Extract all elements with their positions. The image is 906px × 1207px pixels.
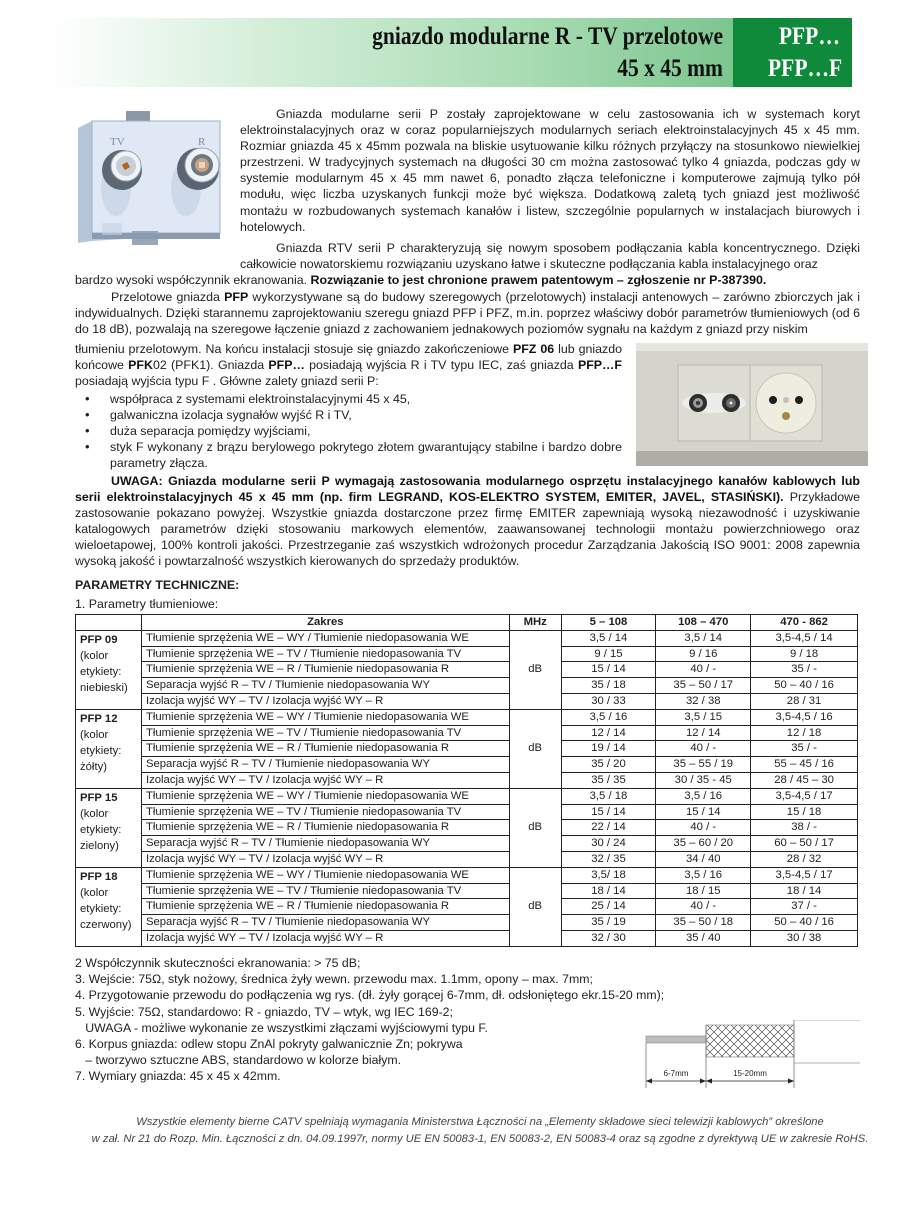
note-item: 4. Przygotowanie przewodu do podłączenia wg rys. (dł. żyły gorącej 6-7mm, dł. odsłoniętego ekr.15-20 mm); xyxy=(75,988,665,1003)
value-cell: 60 – 50 / 17 xyxy=(751,836,858,852)
intro-paragraph-1: Gniazda modularne serii P zostały zaprojektowane w celu zastosowania ich w systemach koryt elektroinstalacyjnych oraz w coraz popularniejszych modularnych seriach elektroinstalacyjnych 45 x 45 mm. Rozmiar gniazda 45 x 45mm pozwala na bliskie usytuowanie kilku różnych przyłączy na stosunkowo niewielkiej przestrzeni. W tradycyjnych systemach na długości 30 cm można zastosować tylko 4 gniazda, podczas gdy w systemie modularnym 45 x 45 mm nawet 6, ponadto złącza telefoniczne i komputerowe zajmują tylko pół modułu, więc liczba uzyskanych funkcji może być większa. Dodatkową zaletą tych gniazd jest możliwość montażu w rozbudowanych systemach kanałów i listew, szczególnie popularnych w instalacjach biurowych i hotelowych. xyxy=(240,107,860,234)
table-row xyxy=(76,725,858,741)
value-cell: 37 / - xyxy=(751,899,858,915)
value-cell: 50 – 40 / 16 xyxy=(751,678,858,694)
value-cell: 28 / 45 – 30 xyxy=(751,772,858,788)
param-name: Separacja wyjść R – TV / Tłumienie niedopasowania WY xyxy=(141,915,509,931)
param-name: Tłumienie sprzężenia WE – R / Tłumienie niedopasowania R xyxy=(141,820,509,836)
param-name: Tłumienie sprzężenia WE – TV / Tłumienie niedopasowania TV xyxy=(141,725,509,741)
param-name: Separacja wyjść R – TV / Tłumienie niedopasowania WY xyxy=(141,678,509,694)
table-row xyxy=(76,930,858,946)
table-row xyxy=(76,788,858,804)
params-heading: PARAMETRY TECHNICZNE: xyxy=(75,578,240,592)
value-cell: 19 / 14 xyxy=(561,741,656,757)
table-row xyxy=(76,741,858,757)
param-name: Izolacja wyjść WY – TV / Izolacja wyjść WY – R xyxy=(141,772,509,788)
note-item: – tworzywo sztuczne ABS, standardowo w kolorze białym. xyxy=(75,1053,402,1068)
note-item: 5. Wyjście: 75Ω, standardowo: R - gniazdo, TV – wtyk, wg IEC 169-2; xyxy=(75,1004,453,1019)
table-row xyxy=(76,662,858,678)
value-cell: 35 / 35 xyxy=(561,772,656,788)
cable-preparation-diagram xyxy=(630,1020,860,1095)
value-cell: 30 / 38 xyxy=(751,930,858,946)
table-row xyxy=(76,757,858,773)
value-cell: 35 / - xyxy=(751,662,858,678)
param-name: Izolacja wyjść WY – TV / Izolacja wyjść WY – R xyxy=(141,930,509,946)
socket-module-image xyxy=(70,103,230,258)
patent-note: Rozwiązanie to jest chronione prawem patentowym – zgłoszenie nr P-387390. xyxy=(310,273,767,287)
value-cell: 40 / - xyxy=(656,741,751,757)
model-name: PFP 15 xyxy=(80,791,118,804)
value-cell: 40 / - xyxy=(656,820,751,836)
advantages-list xyxy=(75,391,622,471)
list-item: • styk F wykonany z brązu berylowego pokrytego złotem gwarantujący stabilne i bardzo dobre parametry złącza. xyxy=(75,439,622,471)
value-cell: 15 / 14 xyxy=(561,662,656,678)
table-row xyxy=(76,693,858,709)
value-cell: 35 / 19 xyxy=(561,915,656,931)
value-cell: 3,5/ 18 xyxy=(561,867,656,883)
table-row xyxy=(76,630,858,646)
intro-paragraph-2-end: bardzo wysoki współczynnik ekranowania. Rozwiązanie to jest chronione prawem patentowym – zgłoszenie nr P-387390. xyxy=(75,273,767,287)
value-cell: 22 / 14 xyxy=(561,820,656,836)
value-cell: 3,5-4,5 / 14 xyxy=(751,630,858,646)
label-color: (kolor etykiety: zielony) xyxy=(80,807,122,852)
param-name: Tłumienie sprzężenia WE – WY / Tłumienie niedopasowania WE xyxy=(141,867,509,883)
value-cell: 30 / 24 xyxy=(561,836,656,852)
table-row xyxy=(76,851,858,867)
value-cell: 30 / 33 xyxy=(561,693,656,709)
core-length-label: 6-7mm xyxy=(663,1069,689,1078)
value-cell: 32 / 30 xyxy=(561,930,656,946)
list-item: • współpraca z systemami elektroinstalacyjnymi 45 x 45, xyxy=(75,391,622,407)
product-title: gniazdo modularne R - TV przelotowe xyxy=(372,23,723,50)
param-name: Tłumienie sprzężenia WE – R / Tłumienie niedopasowania R xyxy=(141,662,509,678)
model-cell xyxy=(76,630,142,709)
value-cell: 35 – 50 / 17 xyxy=(656,678,751,694)
value-cell: 3,5 / 14 xyxy=(656,630,751,646)
intro-paragraph-2: Gniazda RTV serii P charakteryzują się nowym sposobem podłączania kabla koncentrycznego. Dzięki całkowicie nowatorskiemu rozwiązaniu uzyskano łatwe i skuteczne podłączania kabla instalacyjnego oraz xyxy=(240,241,860,272)
label-color: (kolor etykiety: żółty) xyxy=(80,728,122,773)
value-cell: 18 / 15 xyxy=(656,883,751,899)
shield-length-label: 15-20mm xyxy=(733,1069,767,1078)
title-banner xyxy=(50,18,733,87)
table-row xyxy=(76,915,858,931)
table-row xyxy=(76,820,858,836)
table-row xyxy=(76,867,858,883)
value-cell: 28 / 32 xyxy=(751,851,858,867)
value-cell: 3,5 / 16 xyxy=(656,867,751,883)
warning-bold: UWAGA: Gniazda modularne serii P wymagają zastosowania modularnego osprzętu instalacyjnego kanałów kablowych lub serii elektroinstalacyjnych 45 x 45 mm (np. firm LEGRAND, KOS-ELEKTRO SYSTEM, EMITER, JAVEL, STASIŃSKI). xyxy=(75,474,860,505)
model-name: PFP 09 xyxy=(80,633,118,646)
installed-socket-photo xyxy=(636,343,868,466)
col-header-470-862: 470 - 862 xyxy=(751,615,858,631)
value-cell: 3,5 / 18 xyxy=(561,788,656,804)
list-item: • galwaniczna izolacja sygnałów wyjść R i TV, xyxy=(75,407,622,423)
warning-paragraph: UWAGA: Gniazda modularne serii P wymagają zastosowania modularnego osprzętu instalacyjnego kanałów kablowych lub serii elektroinstalacyjnych 45 x 45 mm (np. firm LEGRAND, KOS-ELEKTRO SYSTEM, EMITER, JAVEL, STASIŃSKI). Przykładowe zastosowanie pokazano powyżej. Wszystkie gniazda dostarczone przez firmę EMITER zapewniają wysoką niezawodność i uzyskiwanie katalogowych parametrów dzięki stosowaniu markowych elementów, zaawansowanej technologii montażu powierzchniowego oraz wieloetapowej, 100% kontroli jakości. Przestrzeganie zaś wszystkich wdrożonych procedur Zarządzania Jakością ISO 9001: 2008 zapewnia wysoką jakość i powtarzalność wszystkich kierowanych do sprzedaży produktów. xyxy=(75,474,861,569)
value-cell: 12 / 14 xyxy=(561,725,656,741)
param-name: Separacja wyjść R – TV / Tłumienie niedopasowania WY xyxy=(141,836,509,852)
attenuation-table xyxy=(75,614,858,947)
value-cell: 3,5 / 14 xyxy=(561,630,656,646)
value-cell: 18 / 14 xyxy=(561,883,656,899)
value-cell: 25 / 14 xyxy=(561,899,656,915)
table-row xyxy=(76,772,858,788)
params-subheading: 1. Parametry tłumieniowe: xyxy=(75,597,219,611)
value-cell: 35 / - xyxy=(751,741,858,757)
value-cell: 3,5 / 16 xyxy=(656,788,751,804)
value-cell: 35 – 60 / 20 xyxy=(656,836,751,852)
col-header-5-108: 5 – 108 xyxy=(561,615,656,631)
value-cell: 3,5 / 15 xyxy=(656,709,751,725)
table-row xyxy=(76,678,858,694)
model-cell xyxy=(76,788,142,867)
note-item: 7. Wymiary gniazda: 45 x 45 x 42mm. xyxy=(75,1069,281,1084)
value-cell: 3,5-4,5 / 17 xyxy=(751,788,858,804)
value-cell: 15 / 18 xyxy=(751,804,858,820)
table-row xyxy=(76,836,858,852)
product-dimensions: 45 x 45 mm xyxy=(617,55,723,82)
value-cell: 9 / 16 xyxy=(656,646,751,662)
table-header-row xyxy=(76,615,858,631)
value-cell: 32 / 35 xyxy=(561,851,656,867)
value-cell: 35 / 18 xyxy=(561,678,656,694)
intro-paragraph-3: Przelotowe gniazda PFP wykorzystywane są do budowy szeregowych (przelotowych) instalacji antenowych – zarówno zbiorczych jak i indywidualnych. Dzięki starannemu zaprojektowaniu szeregu gniazd PFP i PFZ, m.in. poprzez właściwy dobór parametrów tłumieniowych (od 6 do 18 dB), pozwalają na szeregowe łączenie gniazd z zachowaniem jednakowych poziomów sygnału na każdym z gniazd przy niskim xyxy=(75,290,860,337)
value-cell: 35 / 40 xyxy=(656,930,751,946)
note-item: UWAGA - możliwe wykonanie ze wszystkimi złączami wyjściowymi typu F. xyxy=(75,1020,488,1035)
footer-line-1: Wszystkie elementy bierne CATV spełniają wymagania Ministerstwa Łączności na „Elementy składowe sieci telewizji kablowych” określone xyxy=(136,1116,824,1128)
col-header-mhz: MHz xyxy=(509,615,561,631)
param-name: Tłumienie sprzężenia WE – WY / Tłumienie niedopasowania WE xyxy=(141,788,509,804)
unit-cell: dB xyxy=(509,630,561,709)
label-color: (kolor etykiety: czerwony) xyxy=(80,886,132,931)
col-header-model xyxy=(76,615,142,631)
label-color: (kolor etykiety: niebieski) xyxy=(80,649,128,694)
value-cell: 55 – 45 / 16 xyxy=(751,757,858,773)
value-cell: 40 / - xyxy=(656,662,751,678)
param-name: Tłumienie sprzężenia WE – R / Tłumienie niedopasowania R xyxy=(141,899,509,915)
value-cell: 9 / 15 xyxy=(561,646,656,662)
value-cell: 9 / 18 xyxy=(751,646,858,662)
param-name: Izolacja wyjść WY – TV / Izolacja wyjść WY – R xyxy=(141,693,509,709)
product-code-box xyxy=(733,18,852,87)
value-cell: 35 – 50 / 18 xyxy=(656,915,751,931)
table-row xyxy=(76,804,858,820)
unit-cell: dB xyxy=(509,788,561,867)
model-cell xyxy=(76,867,142,946)
list-item: • duża separacja pomiędzy wyjściami, xyxy=(75,423,622,439)
value-cell: 50 – 40 / 16 xyxy=(751,915,858,931)
value-cell: 12 / 18 xyxy=(751,725,858,741)
note-item: 2 Współczynnik skuteczności ekranowania: > 75 dB; xyxy=(75,956,361,970)
param-name: Tłumienie sprzężenia WE – R / Tłumienie niedopasowania R xyxy=(141,741,509,757)
note-item: 3. Wejście: 75Ω, styk nożowy, średnica żyły wewn. przewodu max. 1.1mm, opony – max. 7mm; xyxy=(75,972,593,987)
table-row xyxy=(76,899,858,915)
value-cell: 28 / 31 xyxy=(751,693,858,709)
value-cell: 3,5-4,5 / 17 xyxy=(751,867,858,883)
footer-compliance xyxy=(60,1114,900,1148)
value-cell: 12 / 14 xyxy=(656,725,751,741)
table-row xyxy=(76,709,858,725)
unit-cell: dB xyxy=(509,709,561,788)
note-item: 6. Korpus gniazda: odlew stopu ZnAl pokryty galwanicznie Zn; pokrywa xyxy=(75,1037,463,1052)
param-name: Tłumienie sprzężenia WE – WY / Tłumienie niedopasowania WE xyxy=(141,709,509,725)
model-name: PFP 12 xyxy=(80,712,118,725)
intro-paragraph-4: tłumieniu przelotowym. Na końcu instalacji stosuje się gniazdo zakończeniowe PFZ 06 lub gniazdo końcowe PFK02 (PFK1). Gniazda PFP… posiadają wyjścia R i TV typu IEC, zaś gniazda PFP…F posiadają wyjścia typu F . Główne zalety gniazd serii P: xyxy=(75,342,622,389)
value-cell: 3,5-4,5 / 16 xyxy=(751,709,858,725)
footer-line-2: w zał. Nr 21 do Rozp. Min. Łączności z dn. 04.09.1997r, normy UE EN 50083-1, EN 50083-2, EN 50083-4 oraz są zgodne z dyrektywą UE w zakresie RoHS. xyxy=(91,1133,869,1145)
value-cell: 3,5 / 16 xyxy=(561,709,656,725)
value-cell: 40 / - xyxy=(656,899,751,915)
table-row xyxy=(76,883,858,899)
unit-cell: dB xyxy=(509,867,561,946)
r-label: R xyxy=(198,136,206,148)
value-cell: 32 / 38 xyxy=(656,693,751,709)
product-code-2: PFP…F xyxy=(767,55,842,82)
param-name: Tłumienie sprzężenia WE – TV / Tłumienie niedopasowania TV xyxy=(141,883,509,899)
param-name: Tłumienie sprzężenia WE – TV / Tłumienie niedopasowania TV xyxy=(141,804,509,820)
table-row xyxy=(76,646,858,662)
param-name: Tłumienie sprzężenia WE – WY / Tłumienie niedopasowania WE xyxy=(141,630,509,646)
param-name: Separacja wyjść R – TV / Tłumienie niedopasowania WY xyxy=(141,757,509,773)
model-cell xyxy=(76,709,142,788)
value-cell: 30 / 35 - 45 xyxy=(656,772,751,788)
col-header-108-470: 108 – 470 xyxy=(656,615,751,631)
model-name: PFP 18 xyxy=(80,870,118,883)
value-cell: 34 / 40 xyxy=(656,851,751,867)
param-name: Tłumienie sprzężenia WE – TV / Tłumienie niedopasowania TV xyxy=(141,646,509,662)
value-cell: 15 / 14 xyxy=(561,804,656,820)
param-name: Izolacja wyjść WY – TV / Izolacja wyjść WY – R xyxy=(141,851,509,867)
value-cell: 35 / 20 xyxy=(561,757,656,773)
technical-notes xyxy=(75,955,664,1085)
col-header-range: Zakres xyxy=(141,615,509,631)
value-cell: 15 / 14 xyxy=(656,804,751,820)
value-cell: 35 – 55 / 19 xyxy=(656,757,751,773)
tv-label: TV xyxy=(110,136,125,148)
value-cell: 38 / - xyxy=(751,820,858,836)
value-cell: 18 / 14 xyxy=(751,883,858,899)
product-code-1: PFP… xyxy=(779,23,840,50)
